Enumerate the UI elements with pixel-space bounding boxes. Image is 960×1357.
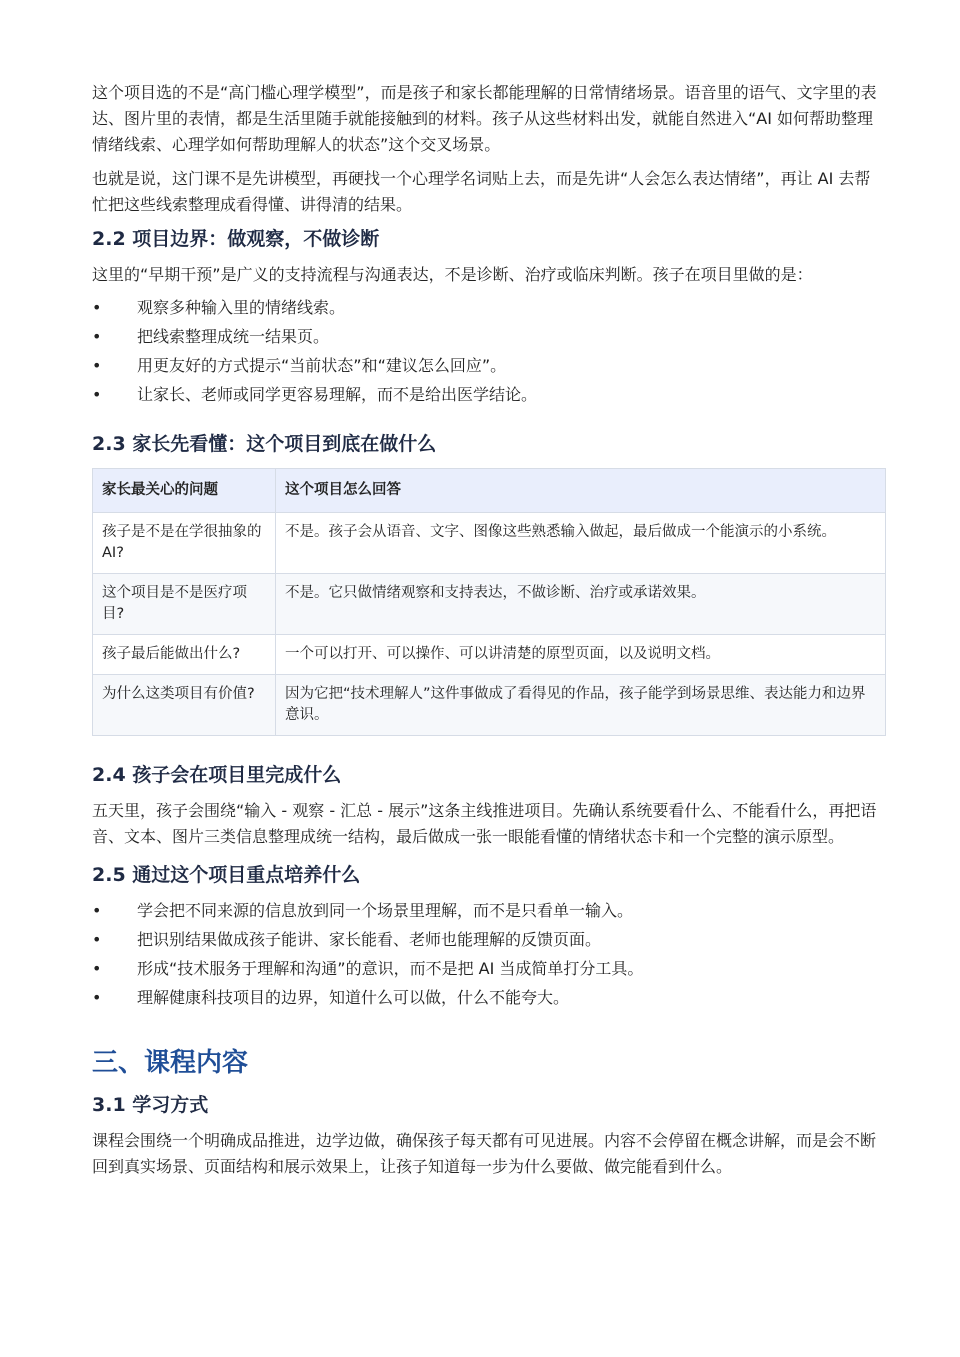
table-cell-question: 孩子是不是在学很抽象的 AI? — [93, 513, 276, 574]
list-item: • 学会把不同来源的信息放到同一个场景里理解，而不是只看单一输入。 — [92, 896, 886, 925]
list-item: • 用更友好的方式提示“当前状态”和“建议怎么回应”。 — [92, 351, 886, 380]
table-row — [93, 574, 886, 635]
chapter-3-heading: 三、课程内容 — [92, 1048, 249, 1078]
table-cell-answer: 一个可以打开、可以操作、可以讲清楚的原型页面，以及说明文档。 — [276, 635, 886, 675]
table-cell-question: 为什么这类项目有价值? — [93, 675, 276, 736]
document-content — [92, 80, 886, 1180]
table-row — [93, 635, 886, 675]
list-item: • 形成“技术服务于理解和沟通”的意识，而不是把 AI 当成简单打分工具。 — [92, 954, 886, 983]
section-2-4-paragraph: 五天里，孩子会围绕“输入 - 观察 - 汇总 - 展示”这条主线推进项目。先确认系统要看什么、不能看什么，再把语音、文本、图片三类信息整理成统一结构，最后做成一张一眼能看懂的情绪状态卡和一个完整的演示原型。 — [92, 801, 877, 846]
table-cell-question: 这个项目是不是医疗项目? — [93, 574, 276, 635]
list-item: • 观察多种输入里的情绪线索。 — [92, 293, 886, 322]
list-item: • 把线索整理成统一结果页。 — [92, 322, 886, 351]
section-2-4-heading: 2.4 孩子会在项目里完成什么 — [92, 764, 342, 786]
section-2-5-list — [92, 896, 886, 1012]
list-item: • 理解健康科技项目的边界，知道什么可以做，什么不能夸大。 — [92, 983, 886, 1012]
intro-paragraph-1: 这个项目选的不是“高门槛心理学模型”，而是孩子和家长都能理解的日常情绪场景。语音里的语气、文字里的表达、图片里的表情，都是生活里随手就能接触到的材料。孩子从这些材料出发，就能自然进入“AI 如何帮助整理情绪线索、心理学如何帮助理解人的状态”这个交叉场景。 — [92, 83, 877, 154]
section-3-1-paragraph: 课程会围绕一个明确成品推进，边学边做，确保孩子每天都有可见进展。内容不会停留在概念讲解，而是会不断回到真实场景、页面结构和展示效果上，让孩子知道每一步为什么要做、做完能看到什么。 — [92, 1131, 877, 1176]
section-2-2-heading: 2.2 项目边界：做观察，不做诊断 — [92, 228, 380, 250]
list-item: • 把识别结果做成孩子能讲、家长能看、老师也能理解的反馈页面。 — [92, 925, 886, 954]
intro-paragraph-2: 也就是说，这门课不是先讲模型，再硬找一个心理学名词贴上去，而是先讲“人会怎么表达情绪”，再让 AI 去帮忙把这些线索整理成看得懂、讲得清的结果。 — [92, 169, 871, 214]
table-cell-answer: 不是。它只做情绪观察和支持表达，不做诊断、治疗或承诺效果。 — [276, 574, 886, 635]
table-cell-question: 孩子最后能做出什么? — [93, 635, 276, 675]
section-2-2-paragraph: 这里的“早期干预”是广义的支持流程与沟通表达，不是诊断、治疗或临床判断。孩子在项目里做的是： — [92, 265, 813, 284]
section-2-3-heading: 2.3 家长先看懂：这个项目到底在做什么 — [92, 433, 437, 455]
section-2-5-heading: 2.5 通过这个项目重点培养什么 — [92, 864, 361, 886]
parent-faq-table — [92, 468, 886, 736]
table-cell-answer: 因为它把“技术理解人”这件事做成了看得见的作品，孩子能学到场景思维、表达能力和边界意识。 — [276, 675, 886, 736]
column-header-question: 家长最关心的问题 — [93, 469, 276, 513]
section-3-1-heading: 3.1 学习方式 — [92, 1094, 209, 1116]
table-header-row — [93, 469, 886, 513]
section-2-2-list — [92, 293, 886, 409]
column-header-answer: 这个项目怎么回答 — [276, 469, 886, 513]
table-cell-answer: 不是。孩子会从语音、文字、图像这些熟悉输入做起，最后做成一个能演示的小系统。 — [276, 513, 886, 574]
table-row — [93, 513, 886, 574]
table-row — [93, 675, 886, 736]
list-item: • 让家长、老师或同学更容易理解，而不是给出医学结论。 — [92, 380, 886, 409]
